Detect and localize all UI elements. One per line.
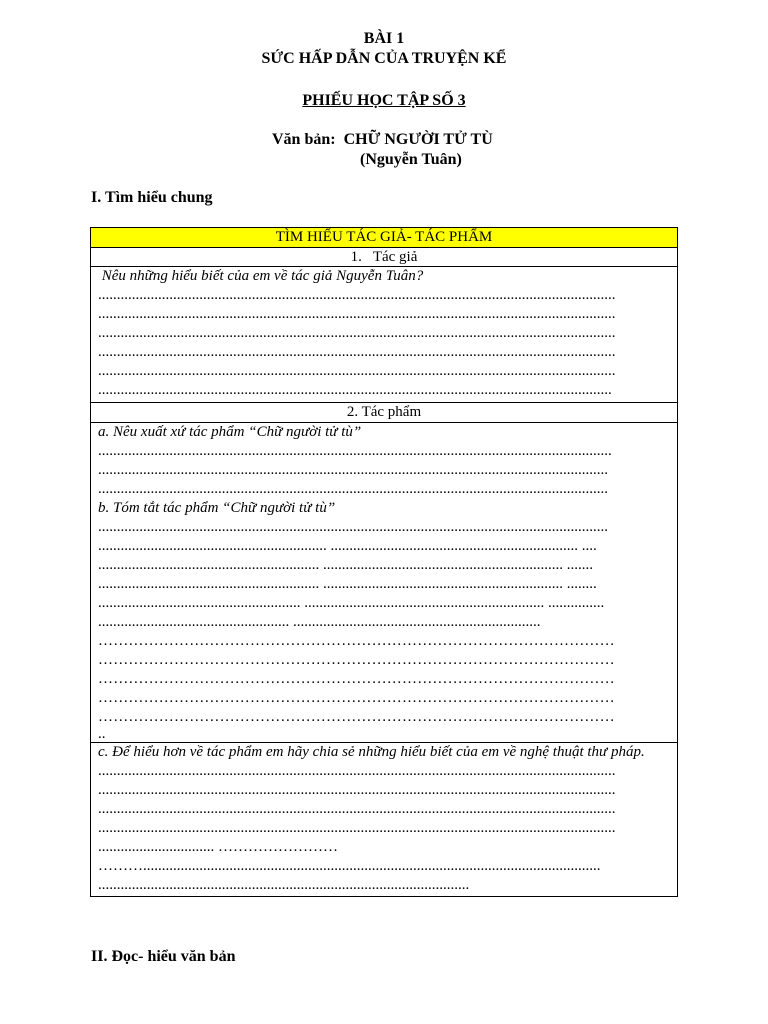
answer-line: ………………………………………………………………………………………… <box>98 652 615 668</box>
worksheet-table <box>90 227 678 897</box>
answer-line: ……….......................................................................................................................... <box>98 858 601 874</box>
answer-line: ........................................................................................................................................ <box>98 462 608 478</box>
answer-line: ................................................................................................... <box>98 877 470 893</box>
author-subheading: 1. Tác giả <box>91 248 677 267</box>
answer-line: ...................................................... ................................................................ ............... <box>98 595 605 611</box>
section-reading: II. Đọc- hiểu văn bản <box>91 948 236 965</box>
answer-line: ........................................................... ................................................................ ........ <box>98 576 597 592</box>
answer-line: .. <box>98 727 106 741</box>
answer-line: .......................................................................................................................................... <box>98 801 616 817</box>
answer-line: .......................................................................................................................................... <box>98 363 616 379</box>
answer-line: .......................................................................................................................................... <box>98 782 616 798</box>
author-question: Nêu những hiểu biết của em về tác giả Nguyễn Tuân? <box>98 268 424 284</box>
answer-line: .......................................................................................................................................... <box>98 287 616 303</box>
lesson-number: BÀI 1 <box>363 30 405 47</box>
work-cell[interactable] <box>91 423 677 743</box>
answer-line: ........................................................................................................................................ <box>98 481 608 497</box>
answer-line: ........................................................... ................................................................ ....... <box>98 557 593 573</box>
lesson-title: SỨC HẤP DẪN CỦA TRUYỆN KỂ <box>261 50 507 67</box>
answer-line: ............................................................. .................................................................. .... <box>98 538 597 554</box>
answer-line: ………………………………………………………………………………………… <box>98 709 615 725</box>
section-general: I. Tìm hiểu chung <box>91 189 213 206</box>
answer-line: ………………………………………………………………………………………… <box>98 633 615 649</box>
question-b: b. Tóm tắt tác phẩm “Chữ người tử tù” <box>98 500 336 516</box>
worksheet-title: PHIẾU HỌC TẬP SỐ 3 <box>302 92 466 109</box>
answer-line: ......................................................................................................................................... <box>98 382 612 398</box>
answer-line: ......................................................................................................................................... <box>98 443 612 459</box>
work-subheading: 2. Tác phẩm <box>91 403 677 423</box>
calligraphy-cell[interactable] <box>91 743 677 896</box>
answer-line: ………………………………………………………………………………………… <box>98 671 615 687</box>
question-c: c. Để hiểu hơn về tác phẩm em hãy chia sẻ những hiểu biết của em về nghệ thuật thư pháp. <box>98 744 645 760</box>
table-header: TÌM HIỂU TÁC GIẢ- TÁC PHẨM <box>91 228 677 248</box>
answer-line: ................................................... .................................................................. <box>98 614 541 630</box>
author-cell[interactable] <box>91 267 677 403</box>
answer-line: ........................................................................................................................................ <box>98 519 608 535</box>
answer-line: .......................................................................................................................................... <box>98 306 616 322</box>
author-name: (Nguyễn Tuân) <box>360 151 462 168</box>
question-a: a. Nêu xuất xứ tác phẩm “Chữ người tử tù” <box>98 424 362 440</box>
answer-line: .......................................................................................................................................... <box>98 344 616 360</box>
answer-line: .......................................................................................................................................... <box>98 763 616 779</box>
answer-line: ………………………………………………………………………………………… <box>98 690 615 706</box>
answer-line: .......................................................................................................................................... <box>98 325 616 341</box>
text-title: Văn bản: CHỮ NGƯỜI TỬ TÙ <box>272 131 493 148</box>
answer-line: .......................................................................................................................................... <box>98 820 616 836</box>
answer-line: ............................... …………………… <box>98 839 338 855</box>
